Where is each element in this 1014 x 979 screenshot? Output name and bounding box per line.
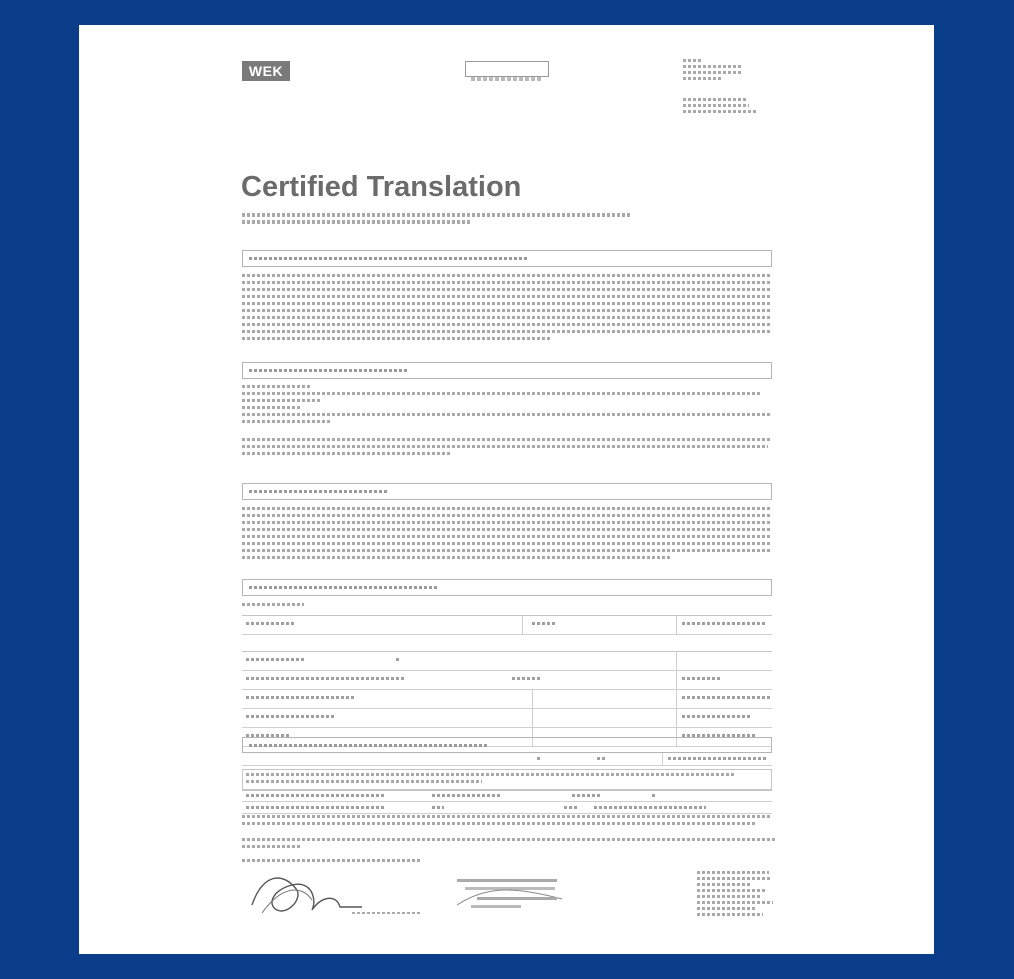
section-heading-box (242, 250, 772, 267)
translation-details-table (242, 753, 772, 766)
section-heading-box (242, 579, 772, 596)
notary-stamp-text (697, 871, 773, 919)
company-logo: WEK (242, 61, 290, 81)
table-row (242, 690, 772, 709)
section-heading-box (242, 483, 772, 500)
table-caption (242, 603, 772, 610)
table-row (242, 671, 772, 690)
header-stamp (465, 61, 549, 77)
document-title: Certified Translation (241, 171, 522, 203)
body-paragraph (242, 274, 772, 344)
table-row (242, 753, 772, 766)
table-row (242, 616, 772, 635)
translation-details-table (242, 615, 772, 635)
translator-signature (242, 865, 422, 925)
footer-notes (242, 815, 772, 866)
document-page (79, 25, 934, 954)
notes-box (242, 769, 772, 791)
section-heading-box (242, 737, 772, 753)
address-block-top (683, 59, 763, 83)
table-row (242, 652, 772, 671)
address-block-bottom (683, 98, 763, 116)
body-paragraph (242, 507, 772, 563)
document-subtitle (242, 213, 642, 227)
table-row (242, 790, 772, 802)
official-seal (457, 875, 567, 915)
section-heading-box (242, 362, 772, 379)
header-stamp-caption (471, 77, 541, 81)
table-row (242, 709, 772, 728)
bullet-list (242, 385, 772, 459)
translation-details-table (242, 651, 772, 747)
table-row (242, 802, 772, 814)
translation-details-table (242, 789, 772, 814)
